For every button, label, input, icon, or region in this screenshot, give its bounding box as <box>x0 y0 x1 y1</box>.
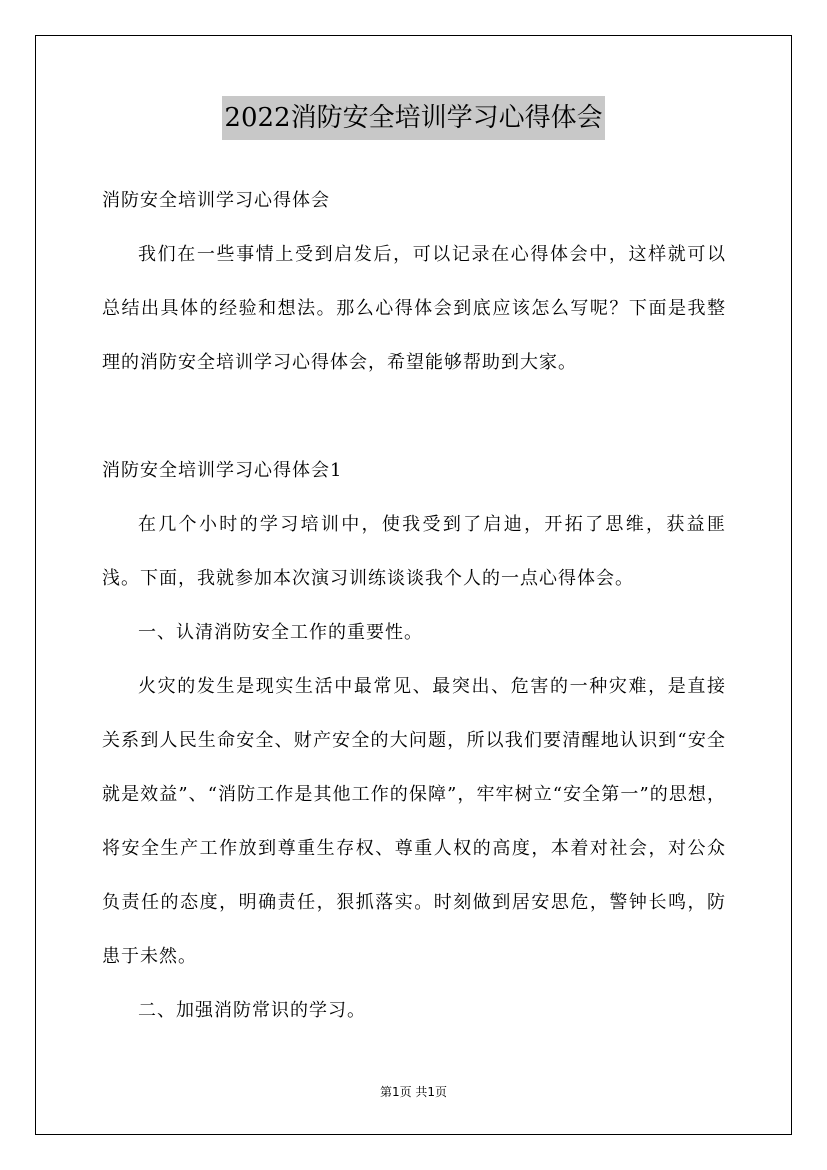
page-footer: 第1页 共1页 <box>379 1085 448 1099</box>
document-title: 2022消防安全培训学习心得体会 <box>222 96 604 140</box>
paragraph-spacer <box>102 390 726 444</box>
section-paragraph-1: 在几个小时的学习培训中，使我受到了启迪，开拓了思维，获益匪浅。下面，我就参加本次演习训练谈谈我个人的一点心得体会。 <box>102 514 726 589</box>
section-point-2: 二、加强消防常识的学习。 <box>138 1000 366 1021</box>
document-subtitle: 消防安全培训学习心得体会 <box>102 190 330 211</box>
section-paragraph-2: 火灾的发生是现实生活中最常见、最突出、危害的一种灾难，是直接关系到人民生命安全、财产安全的大问题，所以我们要清醒地认识到“安全就是效益”、“消防工作是其他工作的保障”，牢牢树立“安全第一”的思想，将安全生产工作放到尊重生存权、尊重人权的高度，本着对社会，对公众负责任的态度，明确责任，狠抓落实。时刻做到居安思危，警钟长鸣，防患于未然。 <box>102 676 726 967</box>
section-heading: 消防安全培训学习心得体会1 <box>102 460 343 481</box>
document-body <box>102 174 726 1038</box>
intro-paragraph: 我们在一些事情上受到启发后，可以记录在心得体会中，这样就可以总结出具体的经验和想法。那么心得体会到底应该怎么写呢？下面是我整理的消防安全培训学习心得体会，希望能够帮助到大家。 <box>102 244 726 373</box>
title-container <box>0 96 827 140</box>
section-point-1: 一、认清消防安全工作的重要性。 <box>138 622 423 643</box>
